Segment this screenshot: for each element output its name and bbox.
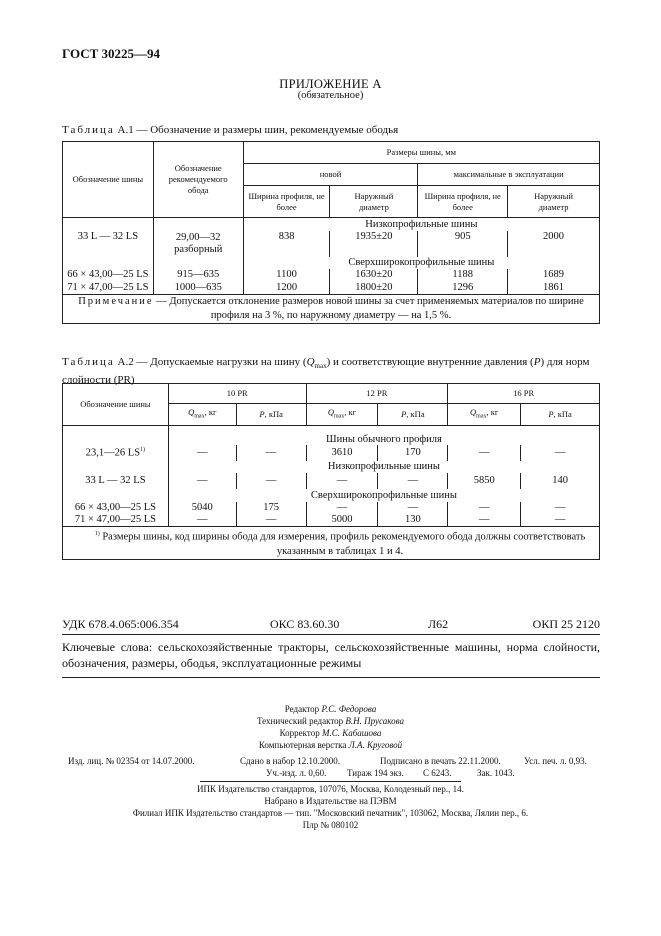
t2-r4-tire: 71 × 47,00—25 LS: [63, 514, 169, 527]
t1-note: [63, 295, 600, 324]
t2-r1-p10: —: [236, 445, 306, 461]
t1-h-new: новой: [243, 164, 418, 186]
t2-r4-q10: —: [168, 514, 236, 527]
imprint-plr: Плр № 080102: [302, 820, 359, 830]
keywords: Ключевые слова: сельскохозяйственные тракторы, сельскохозяйственные машины, норма слойности, обозначения, размеры, ободья, эксплуатационные режимы: [62, 640, 600, 670]
t2-r2-p16: 140: [552, 475, 568, 486]
t2-r3-q12: —: [306, 502, 378, 514]
table-a2: [62, 383, 600, 560]
t1-h-diam-new: Наружный диаметр: [330, 186, 418, 218]
t1-r1-rim: 29,00—32 разборный: [153, 231, 243, 257]
l-code: Л62: [428, 617, 449, 631]
t2-h-designation: Обозначение шины: [63, 384, 169, 426]
t2-r2-tire: 33 L — 32 LS: [63, 473, 169, 489]
t1-r3-rim: 1000—635: [153, 281, 243, 295]
t1-r3-w-new: 1200: [243, 281, 330, 295]
t2-h-10pr: 10 PR: [168, 384, 306, 404]
t2-r1-q12: 3610: [306, 445, 378, 461]
t2-h-p12: P, кПа: [378, 404, 448, 426]
t1-note-text: — Допускается отклонение размеров новой шины за счет применяемых материалов по ширине профиля на 3 %, по наружному диаметру — на 1,5 %.: [153, 296, 584, 321]
t1-h-width-new: Ширина профиля, не более: [243, 186, 330, 218]
table2-caption-word: Таблица: [62, 356, 115, 368]
t2-r1-p16: —: [554, 447, 566, 458]
divider-bottom: [62, 677, 600, 678]
t1-r2-rim: 915—635: [153, 269, 243, 281]
imprint-order: Зак. 1043.: [477, 768, 515, 778]
t2-r3-q16: —: [448, 502, 521, 514]
t2-r2-q16: 5850: [448, 473, 521, 489]
t2-h-p16: P, кПа: [521, 404, 600, 426]
t1-r2-d-new: 1630±20: [330, 269, 418, 281]
t1-r2-w-max: 1188: [418, 269, 508, 281]
imprint-layout: Компьютерная верстка Л.А. Круговой: [258, 740, 403, 750]
t2-r3-p12: —: [378, 502, 448, 514]
t1-h-designation: Обозначение шины: [63, 142, 154, 218]
t1-h-diam-max: Наружный диаметр: [508, 186, 600, 218]
imprint-branch: Филиал ИПК Издательство стандартов — тип. "Московский печатник", 103062, Москва, Лялин пер., 6.: [132, 808, 529, 818]
t2-r1-p12: 170: [378, 445, 448, 461]
t2-r3-tire: 66 × 43,00—25 LS: [63, 502, 169, 514]
imprint-lic: Изд. лиц. № 02354 от 14.07.2000.: [68, 756, 195, 766]
t1-r2-d-max: 1689: [543, 269, 565, 280]
imprint-copies: Тираж 194 экз.: [347, 768, 404, 778]
imprint-tech-editor: Технический редактор В.Н. Прусакова: [256, 716, 405, 726]
imprint-sheets: Усл. печ. л. 0,93.: [524, 756, 587, 766]
t2-r4-p10: —: [236, 514, 306, 527]
t2-r4-q16: —: [448, 514, 521, 527]
t1-h-rim: Обозначение рекомендуемого обода: [153, 142, 243, 218]
udk: УДК 678.4.065:006.354: [62, 617, 179, 631]
imprint-editor: Редактор Р.С. Федорова: [284, 704, 377, 714]
imprint-corrector: Корректор М.С. Кабашова: [279, 728, 382, 738]
t2-r4-p12: 130: [378, 514, 448, 527]
t2-r4-q12: 5000: [306, 514, 378, 527]
t1-h-sizes: Размеры шины, мм: [243, 142, 599, 164]
table1-caption-word: Таблица: [62, 124, 115, 136]
t1-note-word: Примечание: [78, 296, 154, 307]
t1-r2-w-new: 1100: [243, 269, 330, 281]
table-a1: [62, 141, 600, 324]
imprint-ipk: ИПК Издательство стандартов, 107076, Москва, Колодезный пер., 14.: [197, 784, 464, 794]
t2-h-q10: $Q_{max}$, кг: [168, 404, 236, 426]
table2-caption: Таблица А.2 — Допускаемые нагрузки на шину $(Q_{max})$ и соответствующие внутренние давления (P) для норм слойности (PR): [62, 356, 590, 387]
okp: ОКП 25 2120: [532, 617, 600, 631]
t1-r3-tire: 71 × 47,00—25 LS: [63, 281, 154, 295]
t1-group-low: Низкопрофильные шины: [365, 218, 478, 230]
t2-r3-p10: 175: [236, 502, 306, 514]
imprint-typed: Набрано в Издательстве на ПЭВМ: [264, 796, 397, 806]
t2-group-super: Сверхширокопрофильные шины: [310, 489, 457, 501]
t2-r2-p12: —: [378, 473, 448, 489]
t2-r2-q10: —: [168, 473, 236, 489]
imprint-divider: [200, 781, 461, 782]
table1-caption: [62, 124, 398, 136]
t1-r3-d-new: 1800±20: [330, 281, 418, 295]
t2-r4-p16: —: [521, 514, 600, 527]
t2-h-q16: $Q_{max}$, кг: [448, 404, 521, 426]
t2-r2-q12: —: [306, 473, 378, 489]
t1-r1-tire: 33 L — 32 LS: [63, 231, 154, 257]
t2-r3-q10: 5040: [168, 502, 236, 514]
t1-r1-w-max: 905: [418, 231, 508, 257]
divider-top: [62, 634, 600, 635]
t2-r2-p10: —: [236, 473, 306, 489]
t1-r1-w-new: 838: [243, 231, 330, 257]
t2-group-low: Низкопрофильные шины: [327, 461, 440, 472]
doc-header: ГОСТ 30225—94: [62, 46, 161, 61]
appendix-status: (обязательное): [297, 90, 364, 101]
t2-h-q12: $Q_{max}$, кг: [306, 404, 378, 426]
imprint-set: Сдано в набор 12.10.2000.: [240, 756, 341, 766]
t2-group-normal: Шины обычного профиля: [326, 433, 442, 445]
oks: ОКС 83.60.30: [270, 617, 340, 631]
t2-h-16pr: 16 PR: [448, 384, 600, 404]
t1-r1-d-new: 1935±20: [330, 231, 418, 257]
table1-caption-text: А.1 — Обозначение и размеры шин, рекомендуемые ободья: [114, 124, 399, 136]
t1-r3-w-max: 1296: [418, 281, 508, 295]
appendix-title: ПРИЛОЖЕНИЕ А: [279, 77, 382, 91]
imprint-c: С 6243.: [423, 768, 452, 778]
t2-r3-p16: —: [554, 502, 566, 513]
t2-r1-q10: —: [168, 445, 236, 461]
t1-h-width-max: Ширина профиля, не более: [418, 186, 508, 218]
t2-footnote: $^{1)}$ Размеры шины, код ширины обода для измерения, профиль рекомендуемого обода должны соответствовать указанным в таблицах 1 и 4.: [94, 531, 586, 557]
t2-r1-q16: —: [448, 445, 521, 461]
t1-r1-d-max: 2000: [543, 230, 565, 242]
imprint-edsheets: Уч.-изд. л. 0,60.: [266, 768, 327, 778]
t2-h-p10: P, кПа: [236, 404, 306, 426]
imprint-signed: Подписано в печать 22.11.2000.: [380, 756, 501, 766]
t1-group-super: Сверхширокопрофильные шины: [348, 257, 495, 268]
t2-h-12pr: 12 PR: [306, 384, 448, 404]
t1-r3-d-max: 1861: [508, 281, 600, 295]
t1-h-max: максимальные в эксплуатации: [418, 164, 600, 186]
t2-r1-tire: 23,1—26 LS$^{1)}$: [63, 445, 169, 461]
t1-r2-tire: 66 × 43,00—25 LS: [63, 269, 154, 281]
